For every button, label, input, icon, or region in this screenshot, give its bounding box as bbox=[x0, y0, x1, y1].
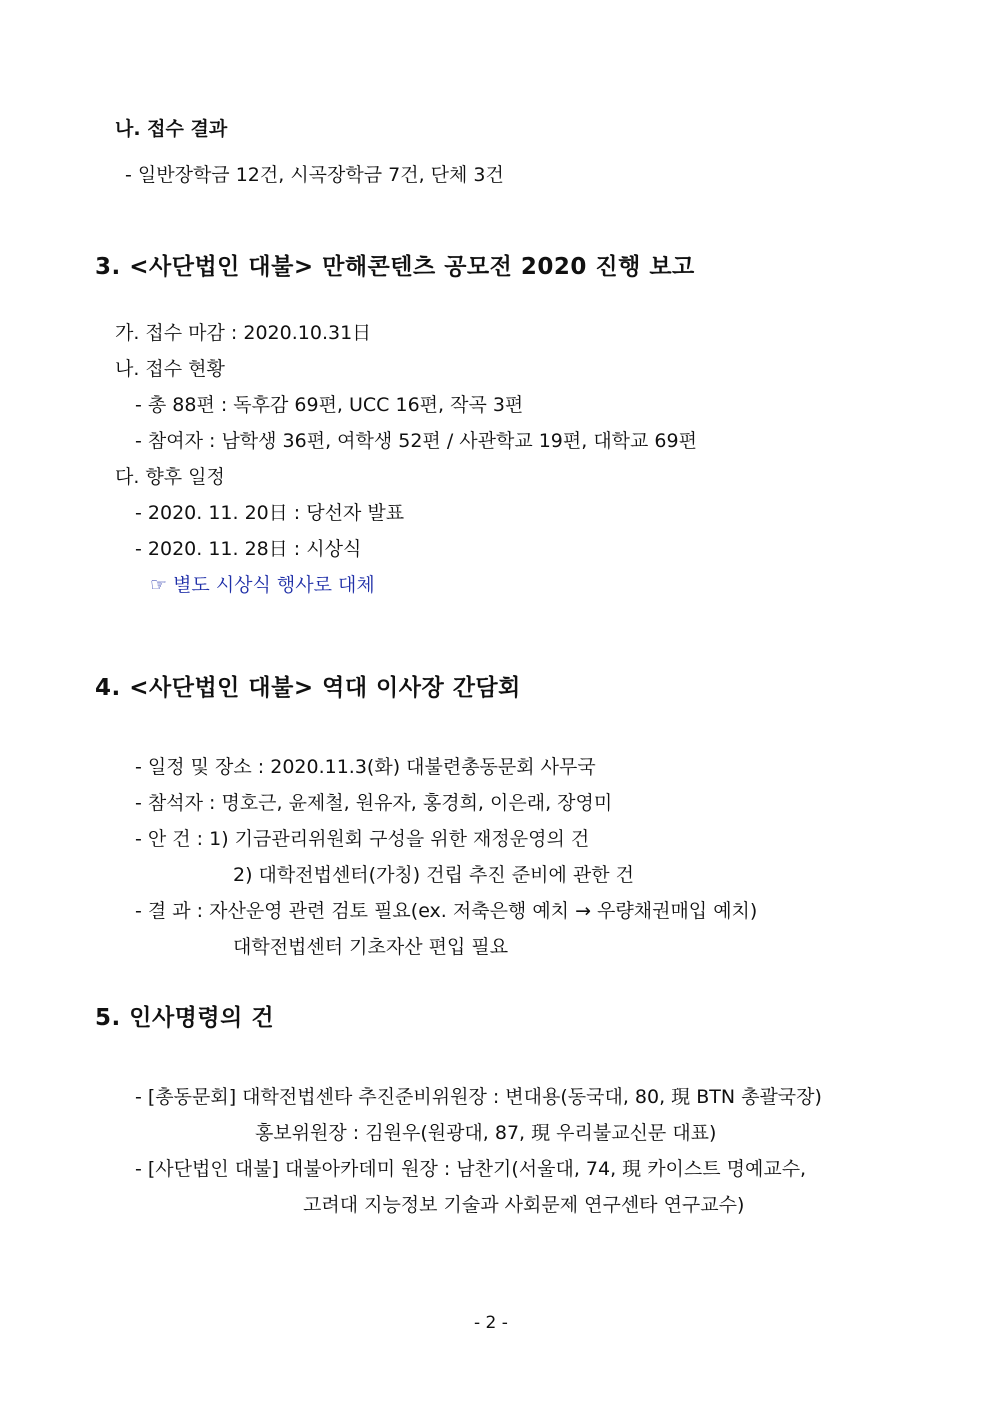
status-total-item: - 총 88편 : 독후감 69편, UCC 16편, 작곡 3편 bbox=[135, 394, 524, 416]
status-participants-item: - 참여자 : 남학생 36편, 여학생 52편 / 사관학교 19편, 대학교 69편 bbox=[135, 430, 697, 452]
schedule-announcement-item: - 2020. 11. 20日 : 당선자 발표 bbox=[135, 502, 405, 524]
sub-heading-receipt-result: 나. 접수 결과 bbox=[115, 118, 228, 140]
meeting-agenda-item: - 안 건 : 1) 기금관리위원회 구성을 위한 재정운영의 건 bbox=[135, 828, 590, 850]
appointment-academy-item-2: 고려대 지능정보 기술과 사회문제 연구센타 연구교수) bbox=[303, 1194, 745, 1216]
appointment-academy-item: - [사단법인 대불] 대불아카데미 원장 : 남찬기(서울대, 74, 現 카이스트 명예교수, bbox=[135, 1158, 807, 1180]
section-3-heading: 3. <사단법인 대불> 만해콘텐츠 공모전 2020 진행 보고 bbox=[95, 254, 695, 280]
receipt-result-item: - 일반장학금 12건, 시곡장학금 7건, 단체 3건 bbox=[125, 164, 504, 186]
appointment-alumni-item-2: 홍보위원장 : 김원우(원광대, 87, 現 우리불교신문 대표) bbox=[255, 1122, 717, 1144]
page-number: - 2 - bbox=[474, 1313, 508, 1333]
meeting-schedule-item: - 일정 및 장소 : 2020.11.3(화) 대불련총동문회 사무국 bbox=[135, 756, 596, 778]
schedule-subheading: 다. 향후 일정 bbox=[115, 466, 225, 488]
section-4-heading: 4. <사단법인 대불> 역대 이사장 간담회 bbox=[95, 675, 521, 701]
deadline-line: 가. 접수 마감 : 2020.10.31日 bbox=[115, 322, 372, 344]
schedule-ceremony-item: - 2020. 11. 28日 : 시상식 bbox=[135, 538, 362, 560]
status-subheading: 나. 접수 현황 bbox=[115, 358, 225, 380]
meeting-attendees-item: - 참석자 : 명호근, 윤제철, 원유자, 홍경희, 이은래, 장영미 bbox=[135, 792, 613, 814]
meeting-result-item: - 결 과 : 자산운영 관련 검토 필요(ex. 저축은행 예치 → 우량채권매입 예치) bbox=[135, 900, 758, 922]
ceremony-replacement-note: ☞ 별도 시상식 행사로 대체 bbox=[150, 574, 375, 596]
section-5-heading: 5. 인사명령의 건 bbox=[95, 1005, 275, 1031]
appointment-alumni-item: - [총동문회] 대학전법센타 추진준비위원장 : 변대용(동국대, 80, 現 BTN 총괄국장) bbox=[135, 1086, 822, 1108]
meeting-agenda-item-2: 2) 대학전법센터(가칭) 건립 추진 준비에 관한 건 bbox=[233, 864, 634, 886]
meeting-result-item-2: 대학전법센터 기초자산 편입 필요 bbox=[233, 936, 509, 958]
